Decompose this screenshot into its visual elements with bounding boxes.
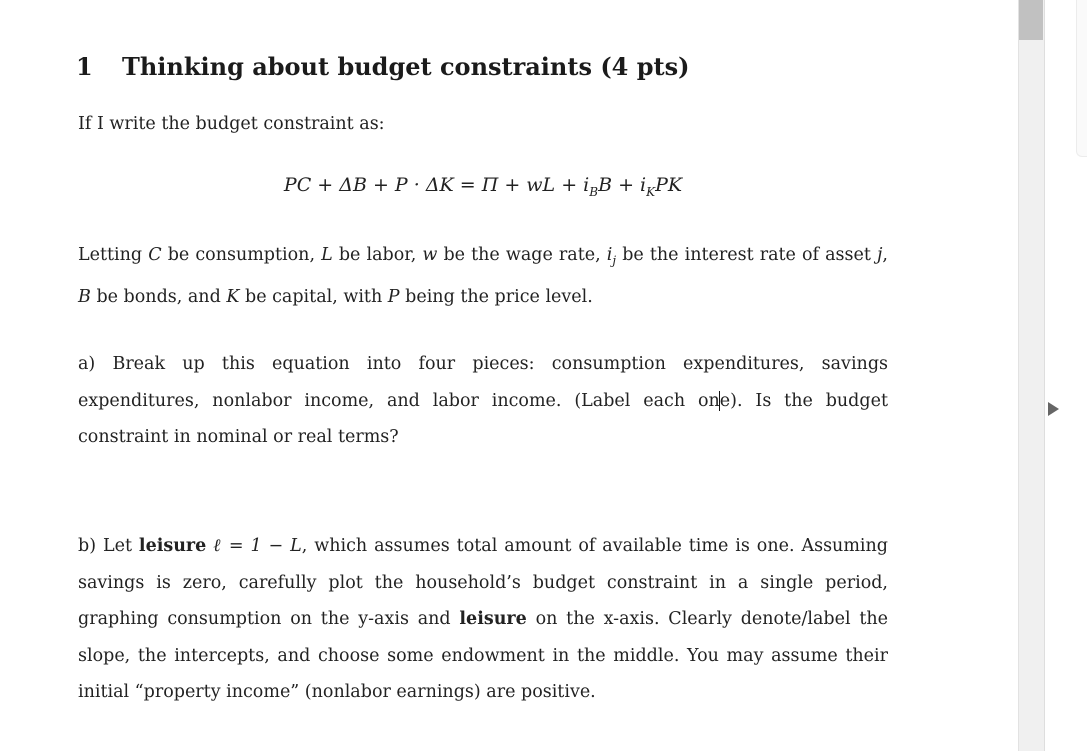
- part-a-question: a) Break up this equation into four pieces: consumption expenditures, savings expenditures, nonlabor income, and labor income. (Label each one). Is the budget constraint in nominal or real terms?: [78, 354, 888, 447]
- section-title: Thinking about budget constraints (4 pts): [122, 52, 690, 81]
- section-number: 1: [76, 52, 93, 81]
- expand-arrow-icon[interactable]: [1048, 402, 1059, 416]
- budget-equation: PC + ΔB + P · ΔK = Π + wL + $i_BB + i_KPK$: [283, 174, 683, 199]
- intro-text: If I write the budget constraint as:: [78, 114, 385, 134]
- scrollbar-thumb[interactable]: [1019, 0, 1043, 40]
- definitions-paragraph: Letting C be consumption, L be labor, w be the wage rate, $i_j$ be the interest rate of asset j, B be bonds, and K be capital, with P being the price level.: [78, 245, 888, 307]
- part-b-question: b) Let leisure ℓ = 1 − L, which assumes total amount of available time is one. Assuming savings is zero, carefully plot the household’s budget constraint in a single period, graphing consumption on the y-axis and leisure on the x-axis. Clearly denote/label the slope, the intercepts, and choose some endowment in the middle. You may assume their initial “property income” (nonlabor earnings) are positive.: [78, 536, 888, 702]
- side-panel-tab[interactable]: [1076, 0, 1087, 157]
- vertical-scrollbar[interactable]: [1018, 0, 1045, 751]
